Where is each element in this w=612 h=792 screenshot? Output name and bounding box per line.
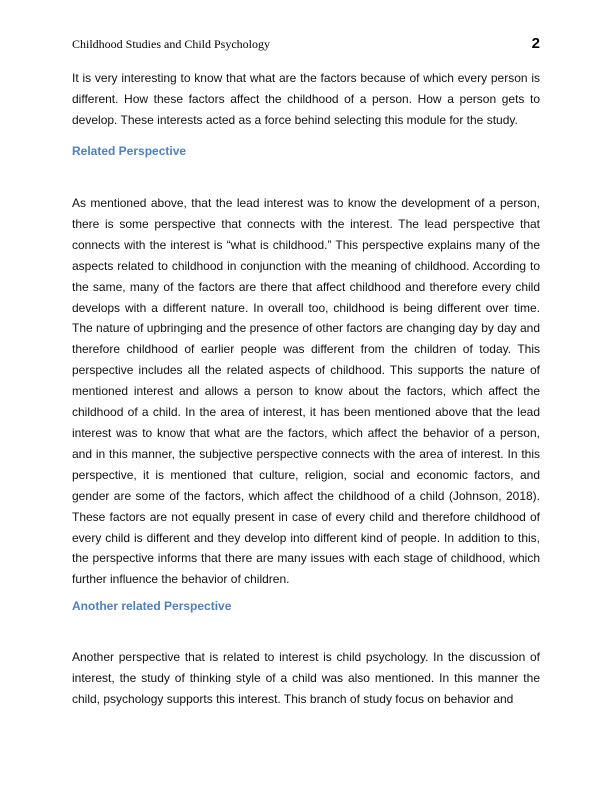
another-perspective-paragraph: Another perspective that is related to interest is child psychology. In the discussion of interest, the study of thinking style of a child was also mentioned. In this manner the child, psychology supports this interest. This branch of study focus on behavior and <box>72 650 540 706</box>
intro-paragraph: It is very interesting to know that what are the factors because of which every person is different. How these factors affect the childhood of a person. How a person gets to develop. These interests acted as a force behind selecting this module for the study. <box>72 71 540 127</box>
section-heading-another-related-perspective: Another related Perspective <box>72 599 232 613</box>
running-head: Childhood Studies and Child Psychology <box>72 37 271 51</box>
page-number: 2 <box>531 35 540 52</box>
page-header <box>72 37 540 55</box>
related-perspective-paragraph: As mentioned above, that the lead interest was to know the development of a person, there is some perspective that connects with the interest. The lead perspective that connects with the interest is “what is childhood.” This perspective explains many of the aspects related to childhood in conjunction with the meaning of childhood. According to the same, many of the factors are there that affect childhood and therefore every child develops with a different nature. In overall too, childhood is being different over time. The nature of upbringing and the presence of other factors are changing day by day and therefore childhood of earlier people was different from the children of today. This perspective includes all the related aspects of childhood. This supports the nature of mentioned interest and allows a person to know about the factors, which affect the childhood of a child. In the area of interest, it has been mentioned above that the lead interest was to know that what are the factors, which affect the behavior of a person, and in this manner, the subjective perspective connects with the area of interest. In this perspective, it is mentioned that culture, religion, social and economic factors, and gender are some of the factors, which affect the childhood of a child (Johnson, 2018). These factors are not equally present in case of every child and therefore childhood of every child is different and they develop into different kind of people. In addition to this, the perspective informs that there are many issues with each stage of childhood, which further influence the behavior of children. <box>72 196 540 587</box>
section-heading-related-perspective: Related Perspective <box>72 144 187 158</box>
